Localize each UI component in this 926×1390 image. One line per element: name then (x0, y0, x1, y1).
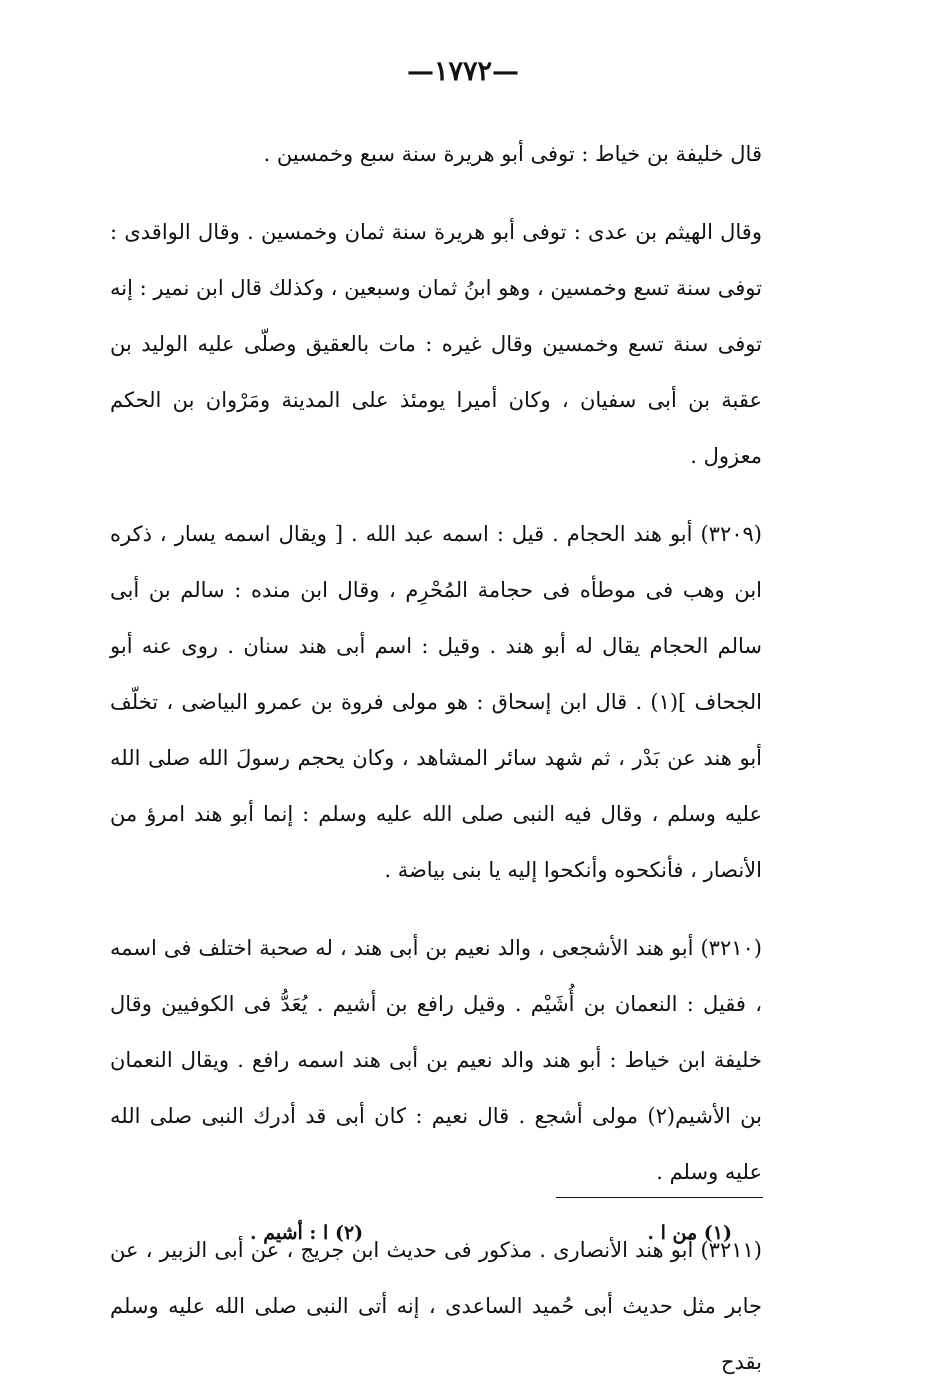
entry-3209: (۳۲۰۹) أبو هند الحجام . قيل : اسمه عبد الله . [ ويقال اسمه يسار ، ذكره ابن وهب فى موطأه فى حجامة المُحْرِم ، وقال ابن منده : سالم بن أبى سالم الحجام يقال له أبو هند . وقيل : اسم أبى هند سنان . روى عنه أبو الجحاف ](۱) . قال ابن إسحاق : هو مولى فروة بن عمرو البياضى ، تخلّف أبو هند عن بَدْر ، ثم شهد سائر المشاهد ، وكان يحجم رسولَ الله صلى الله عليه وسلم ، وقال فيه النبى صلى الله عليه وسلم : إنما أبو هند امرؤ من الأنصار ، فأنكحوه وأنكحوا إليه يا بنى بياضة . (110, 522, 762, 882)
footnotes (250, 1222, 732, 1244)
page-number: —۱۷۷۲— (406, 56, 519, 87)
paragraph-1: قال خليفة بن خياط : توفى أبو هريرة سنة سبع وخمسين . (263, 142, 762, 166)
footnote-1: (۱) من ا . (647, 1222, 732, 1244)
body-text (110, 126, 762, 1390)
entry-3210: (۳۲۱۰) أبو هند الأشجعى ، والد نعيم بن أبى هند ، له صحبة اختلف فى اسمه ، فقيل : النعمان بن أُشَيْم . وقيل رافع بن أشيم . يُعَدُّ فى الكوفيين وقال خليفة ابن خياط : أبو هند والد نعيم بن أبى هند اسمه رافع . ويقال النعمان بن الأشيم(۲) مولى أشجع . قال نعيم : كان أبى قد أدرك النبى صلى الله عليه وسلم . (110, 936, 762, 1184)
footnote-divider (556, 1197, 763, 1198)
entry-3211: (۳۲۱۱) أبو هند الأنصارى . مذكور فى حديث ابن جريج ، عن أبى الزبير ، عن جابر مثل حديث أبى حُميد الساعدى ، إنه أتى النبى صلى الله عليه وسلم بقدح (110, 1238, 762, 1374)
paragraph-2: وقال الهيثم بن عدى : توفى أبو هريرة سنة ثمان وخمسين . وقال الواقدى : توفى سنة تسع وخمسين ، وهو ابنُ ثمان وسبعين ، وكذلك قال ابن نمير : إنه توفى سنة تسع وخمسين وقال غيره : مات بالعقيق وصلّى عليه الوليد بن عقبة بن أبى سفيان ، وكان أميرا يومئذ على المدينة ومَرْوان بن الحكم معزول . (110, 220, 762, 468)
footnote-2: (۲) ا : أشيم . (250, 1222, 364, 1244)
